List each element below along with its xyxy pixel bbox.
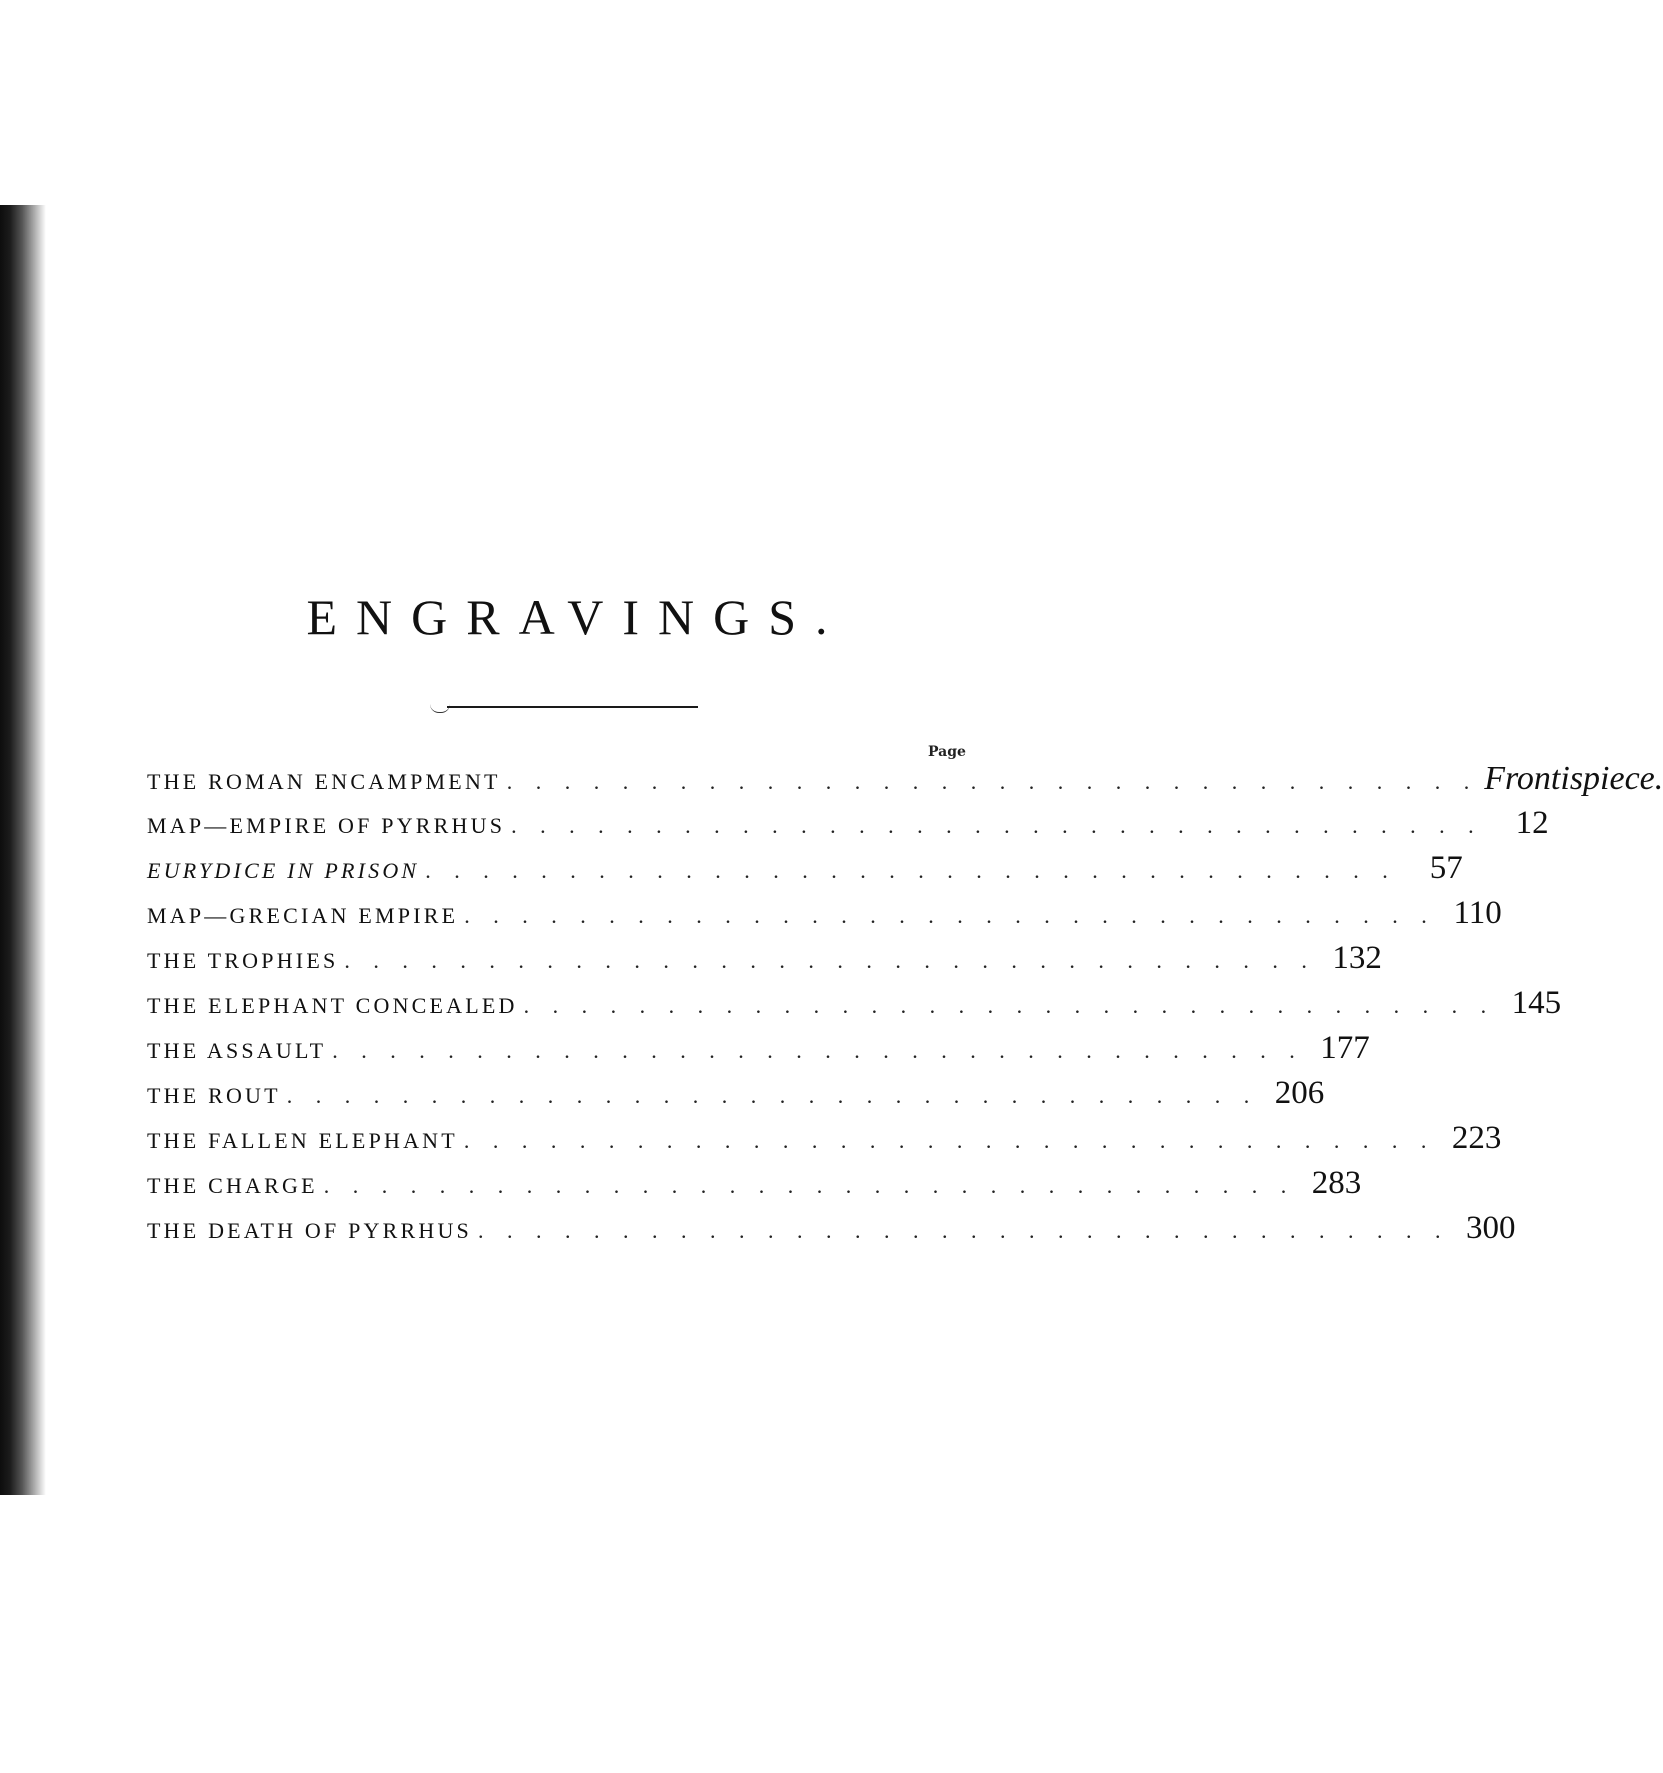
entry-title: EURYDICE IN PRISON: [147, 858, 420, 883]
list-item: [147, 760, 1663, 805]
dot-leader: . . . . . . . . . . . . . . . . . . . . . . . . . . . . . . . . . .: [323, 1173, 1296, 1198]
entry-title: MAP—EMPIRE OF PYRRHUS: [147, 813, 506, 838]
dot-leader: . . . . . . . . . . . . . . . . . . . . . . . . . . . . . . . . . .: [344, 948, 1316, 973]
entry-title: MAP—GRECIAN EMPIRE: [147, 903, 459, 928]
entry-title: THE ROUT: [147, 1083, 281, 1108]
entry-title: THE DEATH OF PYRRHUS: [147, 1218, 472, 1243]
engravings-list: [147, 760, 1663, 1255]
list-item: [147, 805, 1549, 850]
entry-title: THE ASSAULT: [147, 1038, 327, 1063]
entry-page: 12: [1515, 805, 1549, 841]
entry-page: 132: [1332, 940, 1382, 976]
entry-page: 145: [1511, 985, 1562, 1021]
list-item: [147, 985, 1562, 1030]
list-item: [147, 1165, 1362, 1210]
list-item: [147, 1030, 1370, 1075]
page-column-label: Page: [928, 744, 966, 760]
list-item: [147, 895, 1502, 940]
entry-title: THE TROPHIES: [147, 948, 339, 973]
entry-page: 206: [1274, 1075, 1325, 1111]
entry-title: THE ROMAN ENCAMPMENT: [147, 769, 501, 794]
entry-page: 177: [1320, 1030, 1370, 1066]
list-item: [147, 1075, 1325, 1120]
list-item: [147, 850, 1463, 895]
entry-page: 283: [1311, 1165, 1362, 1201]
page-spine-shadow: [0, 205, 46, 1495]
entry-page: 110: [1453, 895, 1502, 931]
entry-page: 223: [1451, 1120, 1502, 1156]
dot-leader: . . . . . . . . . . . . . . . . . . . . . . . . . . . . . . . . . .: [511, 813, 1483, 838]
dot-leader: . . . . . . . . . . . . . . . . . . . . . . . . . . . . . . . . . .: [464, 903, 1436, 928]
dot-leader: . . . . . . . . . . . . . . . . . . . . . . . . . . . . . . . . . .: [506, 769, 1479, 794]
entry-page: 300: [1465, 1210, 1516, 1246]
list-item: [147, 1210, 1516, 1255]
entry-page: 57: [1429, 850, 1463, 886]
entry-title: THE FALLEN ELEPHANT: [147, 1128, 458, 1153]
entry-title: THE ELEPHANT CONCEALED: [147, 993, 518, 1018]
dot-leader: . . . . . . . . . . . . . . . . . . . . . . . . . . . . . . . . . .: [332, 1038, 1304, 1063]
dot-leader: . . . . . . . . . . . . . . . . . . . . . . . . . . . . . . . . . .: [286, 1083, 1259, 1108]
entry-page: Frontispiece.: [1484, 760, 1663, 797]
entry-title: THE CHARGE: [147, 1173, 318, 1198]
page-title: ENGRAVINGS.: [306, 589, 847, 645]
title-rule: [447, 706, 698, 708]
dot-leader: . . . . . . . . . . . . . . . . . . . . . . . . . . . . . . . . . .: [425, 858, 1397, 883]
dot-leader: . . . . . . . . . . . . . . . . . . . . . . . . . . . . . . . . . .: [523, 993, 1496, 1018]
list-item: [147, 1120, 1502, 1165]
dot-leader: . . . . . . . . . . . . . . . . . . . . . . . . . . . . . . . . . .: [477, 1218, 1450, 1243]
list-item: [147, 940, 1382, 985]
dot-leader: . . . . . . . . . . . . . . . . . . . . . . . . . . . . . . . . . .: [463, 1128, 1436, 1153]
